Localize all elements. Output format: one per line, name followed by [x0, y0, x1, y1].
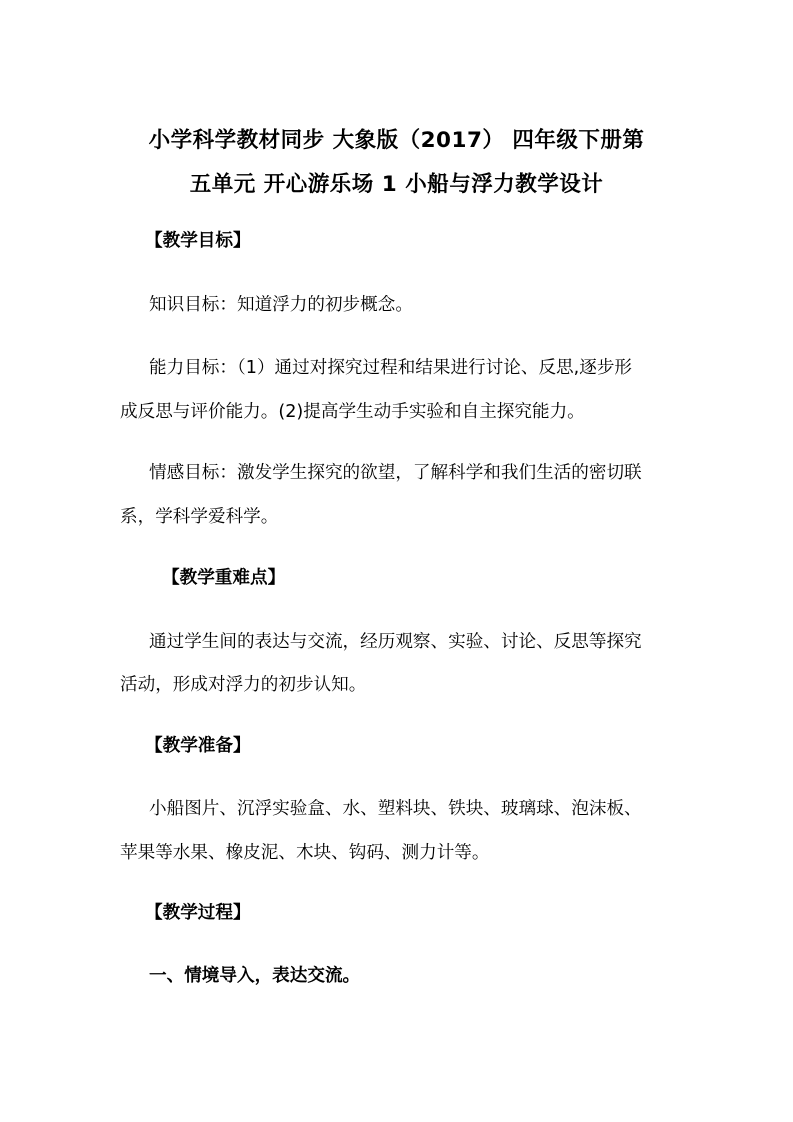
preparation-line-2: 苹果等水果、橡皮泥、木块、钩码、测力计等。: [120, 843, 490, 863]
key-points-heading: 【教学重难点】: [162, 568, 286, 588]
ability-goal-line-1: 能力目标：（1）通过对探究过程和结果进行讨论、反思,逐步形: [149, 358, 633, 378]
key-points-line-2: 活动，形成对浮力的初步认知。: [120, 675, 367, 695]
knowledge-goal: 知识目标：知道浮力的初步概念。: [149, 295, 413, 315]
process-heading: 【教学过程】: [145, 903, 251, 923]
objectives-heading: 【教学目标】: [145, 231, 251, 251]
preparation-heading: 【教学准备】: [145, 736, 251, 756]
document-title-line-2: 五单元 开心游乐场 1 小船与浮力教学设计: [189, 172, 604, 197]
key-points-line-1: 通过学生间的表达与交流，经历观察、实验、讨论、反思等探究: [149, 632, 642, 652]
step1-heading: 一、情境导入，表达交流。: [149, 966, 361, 986]
document-title-line-1: 小学科学教材同步 大象版（2017） 四年级下册第: [148, 128, 645, 153]
ability-goal-line-2: 成反思与评价能力。(2)提高学生动手实验和自主探究能力。: [120, 402, 585, 422]
emotion-goal-line-1: 情感目标：激发学生探究的欲望，了解科学和我们生活的密切联: [149, 463, 642, 483]
emotion-goal-line-2: 系，学科学爱科学。: [120, 507, 279, 527]
preparation-line-1: 小船图片、沉浮实验盒、水、塑料块、铁块、玻璃球、泡沫板、: [149, 799, 642, 819]
